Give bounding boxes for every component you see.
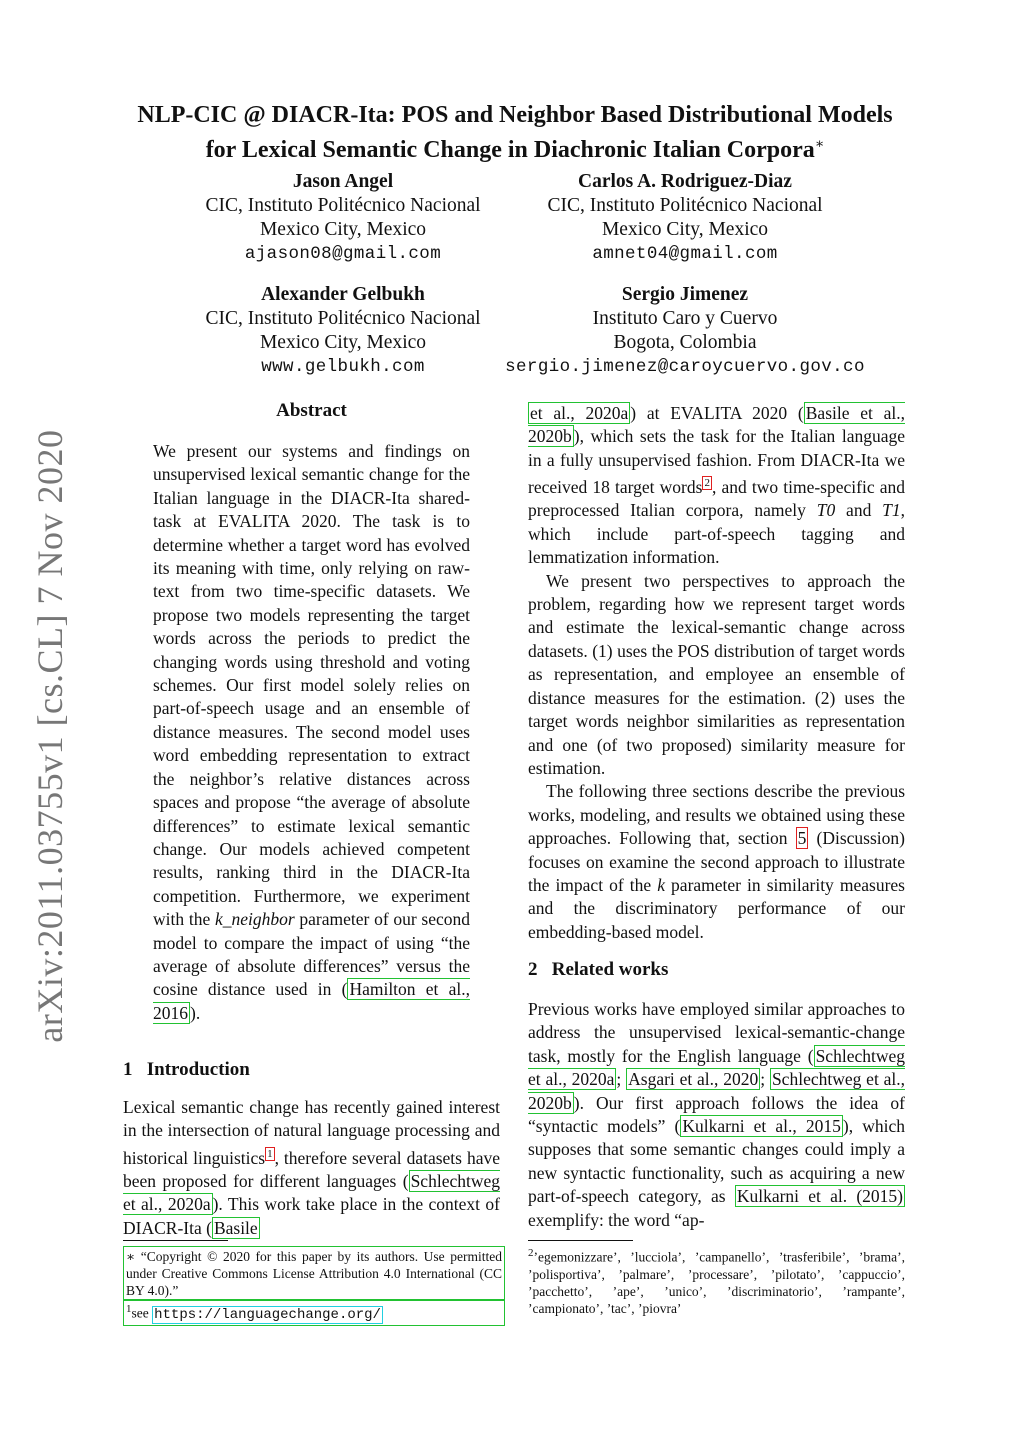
section-number: 1 [123, 1059, 133, 1080]
abstract-body [153, 440, 470, 1025]
citation-link[interactable]: Hamilton et al., 2016 [153, 979, 470, 1023]
author-city: Mexico City, Mexico [259, 332, 427, 353]
section-ref-link[interactable]: 5 [797, 828, 807, 849]
author-block-2 [505, 170, 865, 266]
right-text: exemplify: the word “ap- [528, 1209, 705, 1230]
author-block-4 [455, 283, 915, 379]
author-email[interactable]: ajason08@gmail.com [244, 244, 442, 264]
right-text: ), which sets the task for the Italian language in a fully unsupervised fashion. From DIACR-Ita we received 18 target words [528, 426, 905, 498]
author-city: Mexico City, Mexico [259, 219, 427, 240]
title-footnote-mark: ∗ [814, 137, 825, 152]
author-email[interactable]: sergio.jimenez@caroycuervo.gov.co [505, 357, 865, 377]
arxiv-stamp: arXiv:2011.03755v1 [cs.CL] 7 Nov 2020 [30, 429, 70, 1043]
footnote-mark: 1 [126, 1303, 132, 1315]
title-line-2: for Lexical Semantic Change in Diachronic Italian Corpora [205, 137, 815, 163]
right-text: Previous works have employed similar approaches to address the unsupervised lexical-semantic-change task, mostly for the English language ( [528, 999, 905, 1066]
author-city: Mexico City, Mexico [601, 219, 769, 240]
right-text: (Discussion) focuses on examine the second approach to illustrate the impact of the [528, 828, 905, 895]
footnote-text: ’egemonizzare’, ’lucciola’, ’campanello’, ’trasferibile’, ’brama’, ’polisportiva’, ’palmare’, ’processare’, ’pilotato’, ’cappuccio’, ’pacchetto’, ’ape’, ’unico’, ’discriminatorio’, ’rampante’, ’campionato’, ’tac’, ’piovra’ [528, 1249, 905, 1316]
footnote-1[interactable] [123, 1299, 505, 1326]
right-text: The following three sections describe the previous works, modeling, and results we obtained using these approaches. Following that, section [528, 781, 905, 849]
right-text: ), which supposes that some semantic changes could imply a new syntactic functionality, such as acquiring a new part-of-speech category, as [528, 1116, 905, 1207]
author-website[interactable]: www.gelbukh.com [261, 357, 425, 377]
footnote-ref[interactable]: 1 [267, 1147, 273, 1160]
citation-link[interactable]: Schlechtweg et al., 2020b [528, 1069, 906, 1113]
footnote-rule [528, 1240, 633, 1241]
corpus-name: T1 [882, 500, 901, 521]
author-name: Alexander Gelbukh [261, 284, 425, 305]
paper-title [90, 101, 940, 165]
right-text: , which include part-of-speech tagging and lemmatization information. [528, 500, 906, 568]
citation-link[interactable]: Basile et al., 2020b [528, 403, 905, 447]
author-email[interactable]: amnet04@gmail.com [592, 244, 778, 264]
author-affiliation: CIC, Instituto Politécnico Nacional [205, 195, 481, 216]
separator: ; [760, 1069, 766, 1090]
section-heading-related-works [528, 959, 668, 981]
author-name: Sergio Jimenez [621, 284, 749, 305]
right-column-body [528, 402, 905, 944]
author-city: Bogota, Colombia [613, 332, 757, 353]
footnote-url-link[interactable]: https://languagechange.org/ [154, 1306, 381, 1323]
footnote-mark: 2 [528, 1247, 534, 1259]
right-text: ) at EVALITA 2020 ( [630, 403, 804, 423]
author-block-1 [163, 170, 523, 266]
author-name: Carlos A. Rodriguez-Diaz [578, 171, 792, 192]
footnote-copyright-text: ∗ “Copyright © 2020 for this paper by its authors. Use permitted under Creative Commons License Attribution 4.0 International (CC BY 4.0).” [126, 1249, 502, 1298]
section-title: Introduction [146, 1059, 250, 1080]
section-heading-introduction [123, 1059, 250, 1081]
intro-text-3: ). This work take place in the context of DIACR-Ita ( [123, 1194, 500, 1238]
right-text: ). Our first approach follows the idea of “syntactic models” ( [528, 1092, 905, 1137]
abstract-text-3: ). [190, 1002, 201, 1023]
section-title: Related works [551, 959, 669, 980]
citation-link[interactable]: et al., 2020a [530, 403, 629, 423]
citation-link[interactable]: Schlechtweg et al., 2020a [123, 1171, 500, 1215]
title-line-1: NLP-CIC @ DIACR-Ita: POS and Neighbor Based Distributional Models [137, 102, 893, 128]
author-affiliation: Instituto Caro y Cuervo [592, 308, 778, 329]
param-k: k [657, 874, 665, 895]
footnote-copyright[interactable] [123, 1246, 505, 1301]
citation-link[interactable]: Basile [213, 1217, 258, 1238]
citation-link[interactable]: Kulkarni et al., 2015 [682, 1116, 841, 1137]
abstract-text: We present our systems and findings on unsupervised lexical semantic change for the Italian language in the DIACR-Ita shared-task at EVALITA 2020. The task is to determine whether a target word has evolved its meaning with time, only relying on raw-text from two time-specific datasets. We propose two models representing the target words across the periods to predict the changing words using threshold and voting schemes. Our first model solely relies on part-of-speech usage and an ensemble of distance measures. The second model uses word embedding representation to extract the neighbor’s relative distances across spaces and propose “the average of absolute differences” to estimate lexical semantic change. Our models achieved competent results, ranking third in the DIACR-Ita competition. Furthermore, we experiment with the [153, 441, 470, 930]
intro-text-2: , therefore several datasets have been proposed for different languages ( [123, 1147, 500, 1192]
footnote-2 [528, 1245, 905, 1317]
intro-text-1: Lexical semantic change has recently gained interest in the intersection of natural language processing and historical linguistics [123, 1097, 500, 1168]
footnote-rule [123, 1240, 228, 1241]
author-name: Jason Angel [292, 171, 394, 192]
right-text: parameter in similarity measures and the discriminatory performance of our embedding-based model. [528, 874, 905, 942]
citation-link[interactable]: Asgari et al., 2020 [628, 1069, 759, 1090]
footnote-text: see [131, 1305, 149, 1321]
separator: ; [616, 1069, 622, 1090]
section-number: 2 [528, 959, 538, 980]
related-works-body [528, 998, 905, 1232]
footnote-ref[interactable]: 2 [704, 477, 710, 490]
abstract-param: k_neighbor [214, 909, 295, 930]
corpus-name: T0 [816, 500, 836, 521]
right-text: , and two time-specific and preprocessed Italian corpora, namely [528, 477, 905, 521]
author-affiliation: CIC, Instituto Politécnico Nacional [205, 308, 481, 329]
abstract-text-2: parameter of our second model to compare the impact of using “the average of absolute differences” versus the cosine distance used in ( [153, 909, 471, 1000]
paragraph-perspectives: We present two perspectives to approach the problem, regarding how we represent target words and estimate the lexical-semantic change across datasets. (1) uses the POS distribution of target words as representation, and employee an ensemble of distance measures for the estimation. (2) uses the target words neighbor similarities as representation and one (of two proposed) similarity measure for estimation. [528, 570, 905, 778]
introduction-body [123, 1096, 500, 1240]
author-affiliation: CIC, Instituto Politécnico Nacional [547, 195, 823, 216]
abstract-heading: Abstract [276, 400, 347, 421]
citation-link[interactable]: Schlechtweg et al., 2020a [528, 1045, 905, 1090]
citation-link[interactable]: Kulkarni et al. (2015) [736, 1186, 903, 1207]
right-text: and [846, 500, 872, 521]
